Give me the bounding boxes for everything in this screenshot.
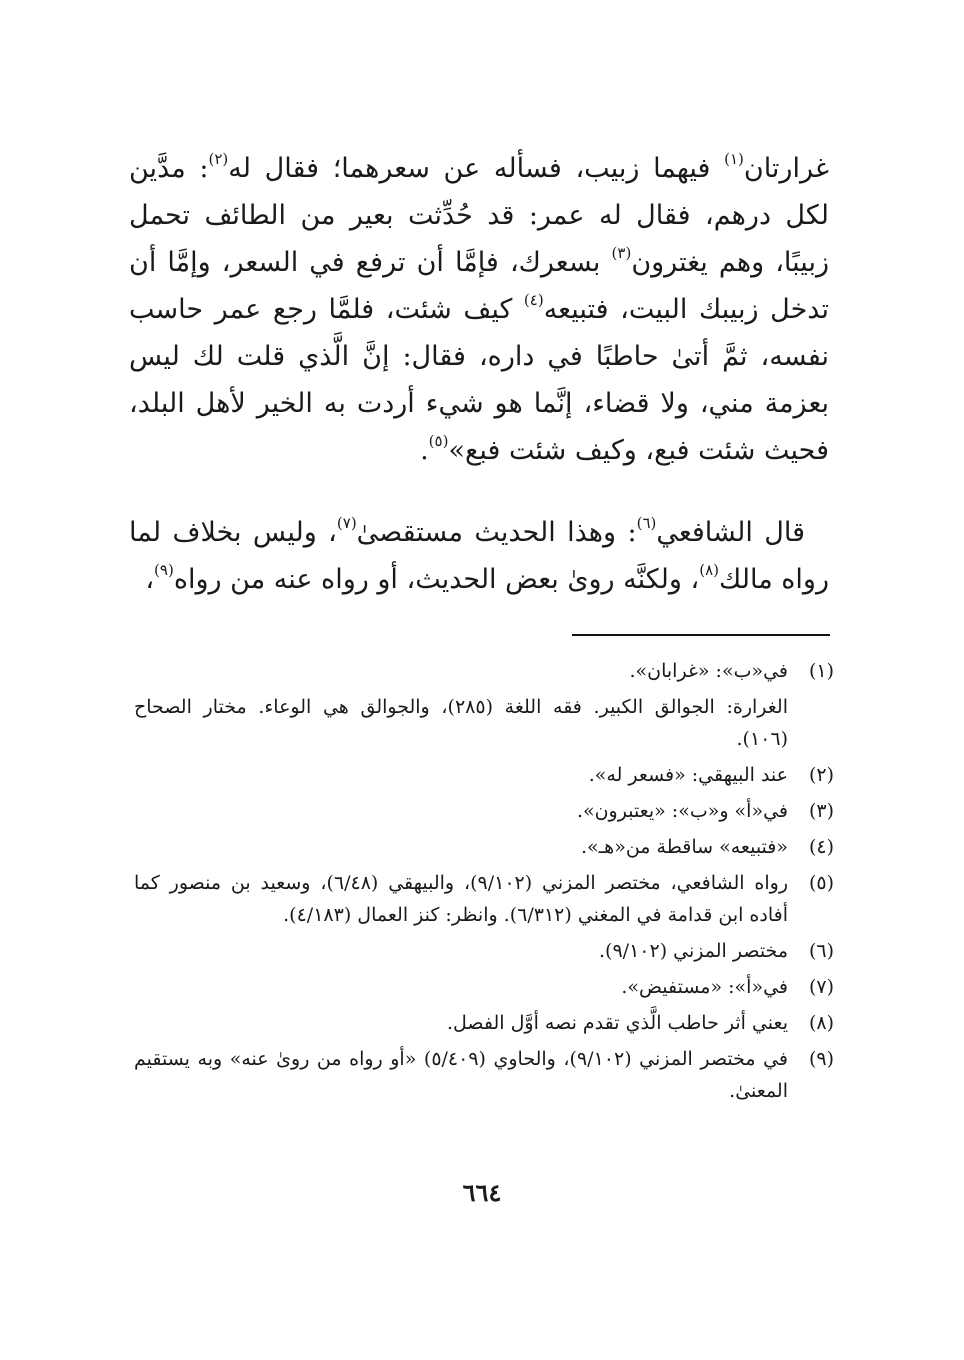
footnote-number: (٧) (808, 976, 834, 998)
text-run: قال الشافعي (656, 517, 805, 548)
text-run: فيهما زبيب، فسأله عن سعرهما؛ فقال له (228, 153, 725, 184)
footnote-number: (١) (808, 660, 834, 682)
footnote-ref[interactable]: (٦) (636, 514, 657, 532)
footnote-number: (٢) (808, 764, 834, 786)
footnote-text: «فتبيعه» ساقطة من«هـ». (580, 836, 788, 858)
footnote-ref[interactable]: (١) (724, 150, 744, 168)
footnote-text: رواه الشافعي، مختصر المزني (٩/١٠٢)، والبيهقي (٦/٤٨)، وسعيد بن منصور كما أفاده ابن قدامة في المغني (٦/٣١٢). وانظر: كنز العمال (٤/١٨٣). (134, 872, 788, 926)
footnote-ref[interactable]: (٥) (428, 432, 449, 450)
footnote-7 (134, 971, 834, 1003)
footnote-divider (572, 634, 830, 636)
footnote-number: (٩) (808, 1048, 834, 1070)
text-run: . (420, 435, 429, 466)
text-run: ، ولكنَّه روىٰ بعض الحديث، أو رواه عنه من رواه (173, 564, 700, 595)
footnote-2 (134, 759, 834, 791)
footnote-9 (134, 1043, 834, 1107)
footnote-4 (134, 831, 834, 863)
footnote-number: (٦) (808, 940, 834, 962)
footnote-6 (134, 935, 834, 967)
main-text (129, 145, 829, 603)
footnote-1 (134, 655, 834, 687)
text-run: ، وليس بخلاف لما رواه مالك (129, 517, 829, 595)
footnote-1-continued (134, 691, 834, 755)
footnote-3 (134, 795, 834, 827)
text-run: : مدَّين لكل درهم، فقال له عمر: قد حُدِّثت بعير من الطائف تحمل زبيبًا، وهم يغترون (129, 153, 829, 278)
text-run: ، (145, 564, 155, 595)
text-run: بسعرك، فإمَّا أن ترفع في السعر، وإمَّا أن تدخل زبيبك البيت، فتبيعه (129, 247, 829, 325)
text-run: كيف شئت، فلمَّا رجع عمر حاسب نفسه، ثمَّ أتىٰ حاطبًا في داره، فقال: إنَّ الَّذي قلت لك ليس بعزمة مني، ولا قضاء، إنَّما هو شيء أردت به الخير لأهل البلد، فحيث شئت فبع، وكيف شئت فبع» (129, 294, 829, 466)
footnote-text: الغرارة: الجوالق الكبير. فقه اللغة (٢٨٥)، والجوالق هي الوعاء. مختار الصحاح (١٠٦). (134, 696, 789, 750)
footnote-ref[interactable]: (٧) (336, 514, 357, 532)
footnote-ref[interactable]: (٩) (154, 561, 174, 579)
footnote-number: (٣) (808, 800, 834, 822)
footnote-ref[interactable]: (٨) (699, 561, 720, 579)
footnote-ref[interactable]: (٢) (208, 150, 229, 168)
footnote-5 (134, 867, 834, 931)
footnotes (134, 655, 834, 1111)
footnote-ref[interactable]: (٤) (523, 291, 544, 309)
page-number: ٦٦٤ (462, 1178, 502, 1207)
footnote-text: عند البيهقي: «فسعر له». (588, 764, 788, 786)
paragraph-1 (129, 145, 829, 474)
footnote-number: (٤) (808, 836, 834, 858)
text-run: : وهذا الحديث مستقصىٰ (356, 517, 637, 548)
footnote-number: (٨) (808, 1012, 834, 1034)
paragraph-2 (129, 509, 829, 603)
footnote-ref[interactable]: (٣) (611, 244, 632, 262)
footnote-text: في«أ» و«ب»: «يعتبرون». (576, 800, 788, 822)
text-run: غرارتان (743, 153, 829, 184)
footnote-text: يعني أثر حاطب الَّذي تقدم نصه أوَّل الفصل. (446, 1012, 788, 1034)
footnote-text: في مختصر المزني (٩/١٠٢)، والحاوي (٥/٤٠٩) «أو رواه من روىٰ عنه» وبه يستقيم المعنىٰ. (134, 1048, 788, 1102)
footnote-text: مختصر المزني (٩/١٠٢). (599, 940, 788, 962)
footnote-text: في«ب»: «غرابان». (629, 660, 788, 682)
footnote-text: في«أ»: «مستفيض». (621, 976, 788, 998)
footnote-number: (٥) (808, 872, 834, 894)
footnote-8 (134, 1007, 834, 1039)
